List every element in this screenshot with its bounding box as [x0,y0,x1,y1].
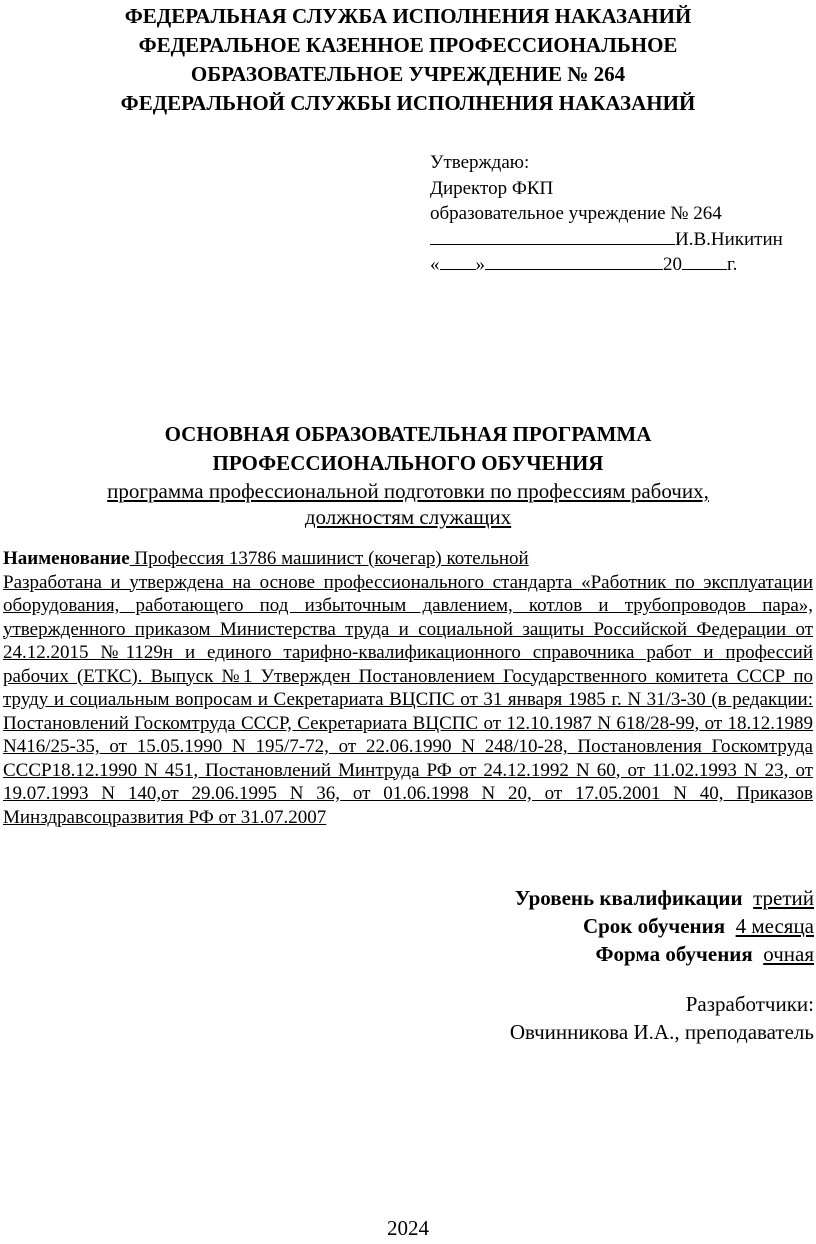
day-blank [440,253,476,270]
document-year: 2024 [387,1216,429,1240]
approval-heading: Утверждаю: [430,152,530,173]
organization-header [0,2,816,118]
signature-blank [430,228,675,245]
approval-block [430,150,810,278]
study-form-label: Форма обучения [595,942,753,966]
approval-signature-line [430,227,810,253]
program-title-block [0,420,816,530]
qualification-level-row [515,884,814,912]
program-title-line-1: ОСНОВНАЯ ОБРАЗОВАТЕЛЬНАЯ ПРОГРАММА [164,422,652,446]
qualification-level-label: Уровень квалификации [514,886,743,910]
year-blank [682,253,727,270]
name-line [3,547,813,571]
developer-name: Овчинникова И.А., преподаватель [509,1020,814,1044]
approval-date-line [430,252,810,278]
header-line-1: ФЕДЕРАЛЬНАЯ СЛУЖБА ИСПОЛНЕНИЯ НАКАЗАНИЙ [124,4,692,28]
name-value: Профессия 13786 машинист (кочегар) котельной [129,548,529,569]
header-line-3: ОБРАЗОВАТЕЛЬНОЕ УЧРЕЖДЕНИЕ № 264 [190,62,626,86]
program-subtitle-line-1: программа профессиональной подготовки по профессиям рабочих, [107,479,709,503]
program-description [3,547,813,829]
header-line-2: ФЕДЕРАЛЬНОЕ КАЗЕННОЕ ПРОФЕССИОНАЛЬНОЕ [138,33,678,57]
date-year-prefix: 20 [663,254,682,275]
program-subtitle-line-2: должностям служащих [304,505,512,529]
program-parameters [515,884,814,968]
name-label: Наименование [3,548,130,569]
developers-label: Разработчики: [685,992,814,1016]
approval-organization: образовательное учреждение № 264 [430,203,722,224]
approval-position: Директор ФКП [430,177,554,199]
date-open-quote: « [430,254,440,275]
duration-value: 4 месяца [735,914,814,938]
duration-row [515,912,814,940]
developed-paragraph: Разработана и утверждена на основе профессионального стандарта «Работник по эксплуатации оборудования, работающего под избыточным давлением, котлов и трубопроводов пара», утвержденного приказом Министерства труда и социальной защиты Российской Федерации от 24.12.2015 №1129н и единого тарифно-квалификационного справочника работ и профессий рабочих (ЕТКС). Выпуск №1 Утвержден Постановлением Государственного комитета СССР по труду и социальным вопросам и Секретариата ВЦСПС от 31 января 1985 г. N 31/3-30 (в редакции: Постановлений Госкомтруда СССР, Секретариата ВЦСПС от 12.10.1987 N 618/28-99, от 18.12.1989 N416/25-35, от 15.05.1990 N 195/7-72, от 22.06.1990 N 248/10-28, Постановления Госкомтруда СССР18.12.1990 N 451, Постановлений Минтруда РФ от 24.12.1992 N 60, от 11.02.1993 N 23, от 19.07.1993 N 140,от 29.06.1995 N 36, от 01.06.1998 N 20, от 17.05.2001 N 40, Приказов Минздравсоцразвития РФ от 31.07.2007 [3,571,813,828]
month-blank [485,253,663,270]
program-title-line-2: ПРОФЕССИОНАЛЬНОГО ОБУЧЕНИЯ [212,451,604,475]
study-form-row [515,940,814,968]
qualification-level-value: третий [753,886,814,910]
date-close-quote: » [475,254,485,275]
date-suffix: г. [727,254,738,275]
developers-block [510,990,814,1046]
approval-signer: И.В.Никитин [675,228,783,250]
duration-label: Срок обучения [582,914,726,938]
study-form-value: очная [763,942,814,966]
header-line-4: ФЕДЕРАЛЬНОЙ СЛУЖБЫ ИСПОЛНЕНИЯ НАКАЗАНИЙ [120,91,696,115]
